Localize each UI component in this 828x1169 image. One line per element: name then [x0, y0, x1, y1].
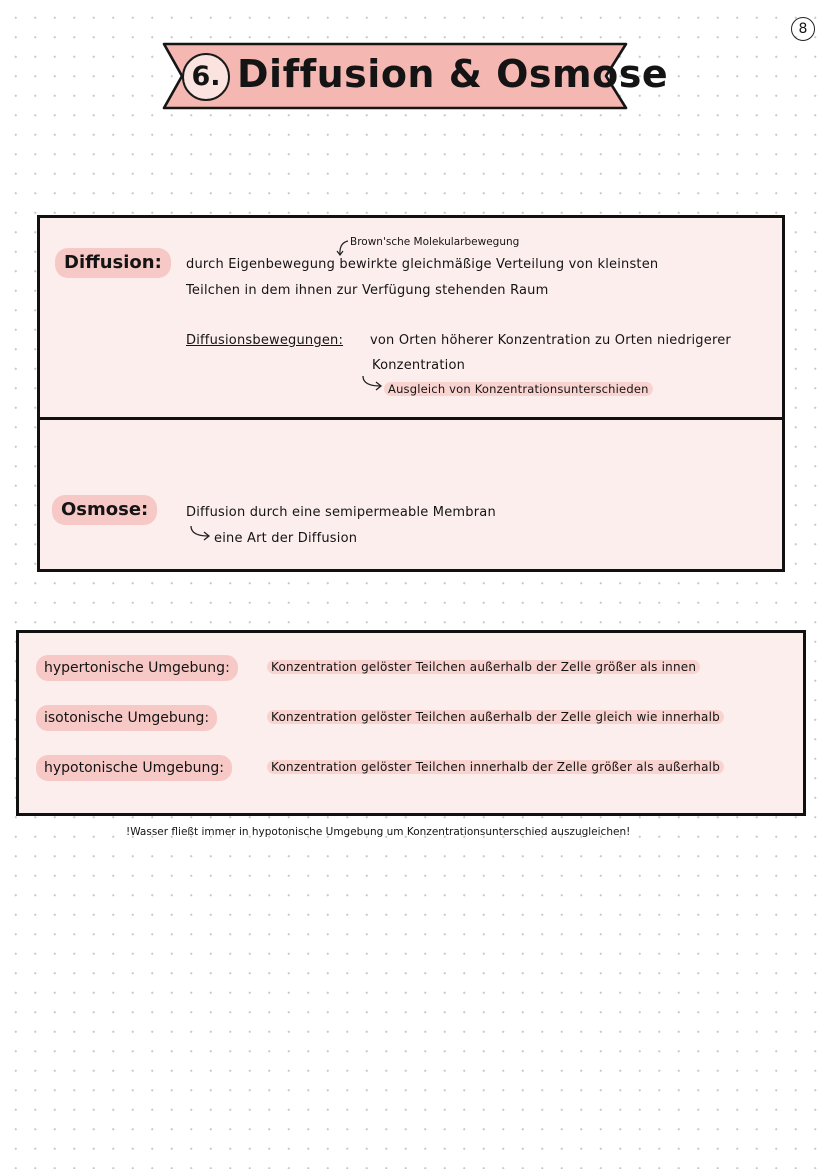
- isotonic-text: [267, 710, 724, 724]
- diffusion-movements-line1: von Orten höherer Konzentration zu Orten niedrigerer: [370, 333, 731, 348]
- hypertonic-text: [267, 660, 700, 674]
- annotation-arrow-icon: [335, 238, 351, 258]
- title-number: 6.: [182, 53, 230, 101]
- diffusion-movements-label: Diffusionsbewegungen:: [186, 333, 344, 348]
- osmose-arrow-icon: [188, 524, 214, 542]
- diffusion-annotation: Brown'sche Molekularbewegung: [350, 236, 520, 248]
- footnote: !Wasser fließt immer in hypotonische Umgebung um Konzentrationsunterschied auszugleichen!: [126, 826, 631, 838]
- hypotonic-highlight: Konzentration gelöster Teilchen innerhalb der Zelle größer als außerhalb: [267, 760, 724, 774]
- isotonic-label: isotonische Umgebung:: [36, 705, 217, 731]
- osmose-definition-line2: eine Art der Diffusion: [214, 531, 358, 546]
- osmose-definition-line1: Diffusion durch eine semipermeable Membran: [186, 505, 496, 520]
- result-arrow-icon: [360, 374, 386, 392]
- diffusion-definition-line1: durch Eigenbewegung bewirkte gleichmäßige Verteilung von kleinsten: [186, 257, 659, 272]
- osmose-label: Osmose:: [52, 495, 157, 525]
- hypotonic-label: hypotonische Umgebung:: [36, 755, 232, 781]
- isotonic-highlight: Konzentration gelöster Teilchen außerhalb der Zelle gleich wie innerhalb: [267, 710, 724, 724]
- hypertonic-label: hypertonische Umgebung:: [36, 655, 238, 681]
- result-highlight: Ausgleich von Konzentrationsunterschieden: [384, 382, 653, 396]
- hypotonic-text: [267, 760, 724, 774]
- page-title: Diffusion & Osmose: [237, 52, 669, 96]
- diffusion-movements-line2: Konzentration: [372, 358, 466, 373]
- diffusion-label: Diffusion:: [55, 248, 171, 278]
- section-divider: [37, 417, 785, 420]
- page-number: 8: [791, 17, 815, 41]
- diffusion-movements-result: [384, 382, 653, 396]
- hypertonic-highlight: Konzentration gelöster Teilchen außerhalb der Zelle größer als innen: [267, 660, 700, 674]
- diffusion-definition-line2: Teilchen in dem ihnen zur Verfügung stehenden Raum: [186, 283, 549, 298]
- title-banner: [160, 40, 669, 112]
